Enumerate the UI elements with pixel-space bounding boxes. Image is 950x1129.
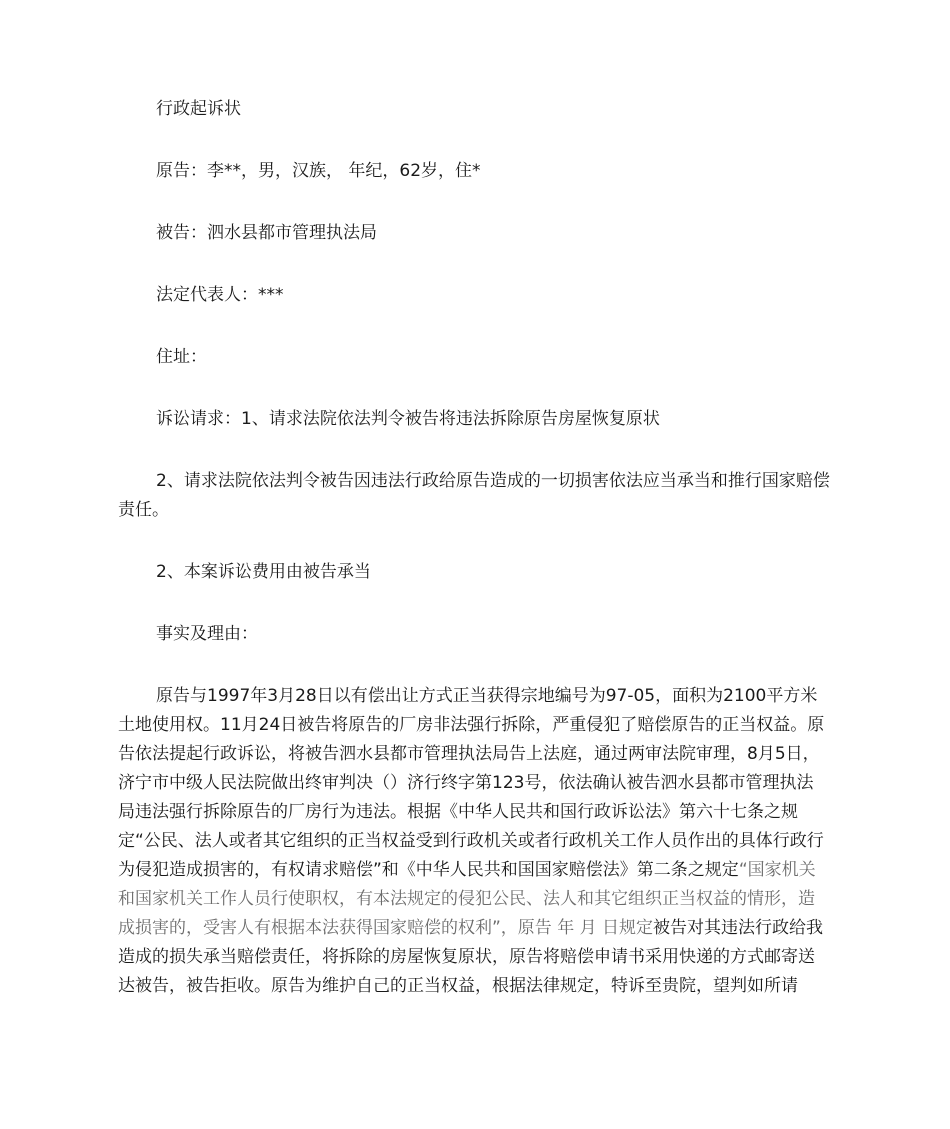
plaintiff-line: 原告：李**，男，汉族， 年纪，62岁，住*	[156, 161, 481, 181]
claim-1: 诉讼请求：1、请求法院依法判令被告将违法拆除原告房屋恢复原状	[156, 409, 660, 429]
defendant-line: 被告：泗水县都市管理执法局	[156, 223, 377, 243]
claim-2: 2、请求法院依法判令被告因违法行政给原告造成的一切损害依法应当承当和推行国家赔偿责任。	[118, 471, 830, 520]
document-title: 行政起诉状	[156, 99, 241, 119]
legal-representative-line: 法定代表人：***	[156, 285, 284, 305]
facts-heading: 事实及理由：	[156, 624, 258, 644]
facts-text-part2: 被告对其违法行政给我造成的损失承当赔偿责任，将拆除的房屋恢复原状，原告将赔偿申请书采用快递的方式邮寄送达被告，被告拒收。原告为维护自己的正当权益，根据法律规定，特诉至贵院，望判如所请	[118, 918, 824, 996]
address-line: 住址：	[156, 347, 207, 367]
facts-quoted-law: “国家机关和国家机关工作人员行使职权，有本法规定的侵犯公民、法人和其它组织正当权益的情形，造成损害的，受害人有根据本法获得国家赔偿的权利”，原告 年 月 日规定	[118, 860, 816, 938]
claim-3: 2、本案诉讼费用由被告承当	[156, 562, 371, 582]
facts-text-part1: 原告与1997年3月28日以有偿出让方式正当获得宗地编号为97-05，面积为2100平方米土地使用权。11月24日被告将原告的厂房非法强行拆除，严重侵犯了赔偿原告的正当权益。原告依法提起行政诉讼，将被告泗水县都市管理执法局告上法庭，通过两审法院审理，8月5日，济宁市中级人民法院做出终审判决（）济行终字第123号，依法确认被告泗水县都市管理执法局违法强行拆除原告的厂房行为违法。根据《中华人民共和国行政诉讼法》第六十七条之规定“公民、法人或者其它组织的正当权益受到行政机关或者行政机关工作人员作出的具体行政行为侵犯造成损害的，有权请求赔偿”和《中华人民共和国国家赔偿法》第二条之规定	[118, 686, 825, 880]
facts-paragraph	[118, 682, 830, 1001]
